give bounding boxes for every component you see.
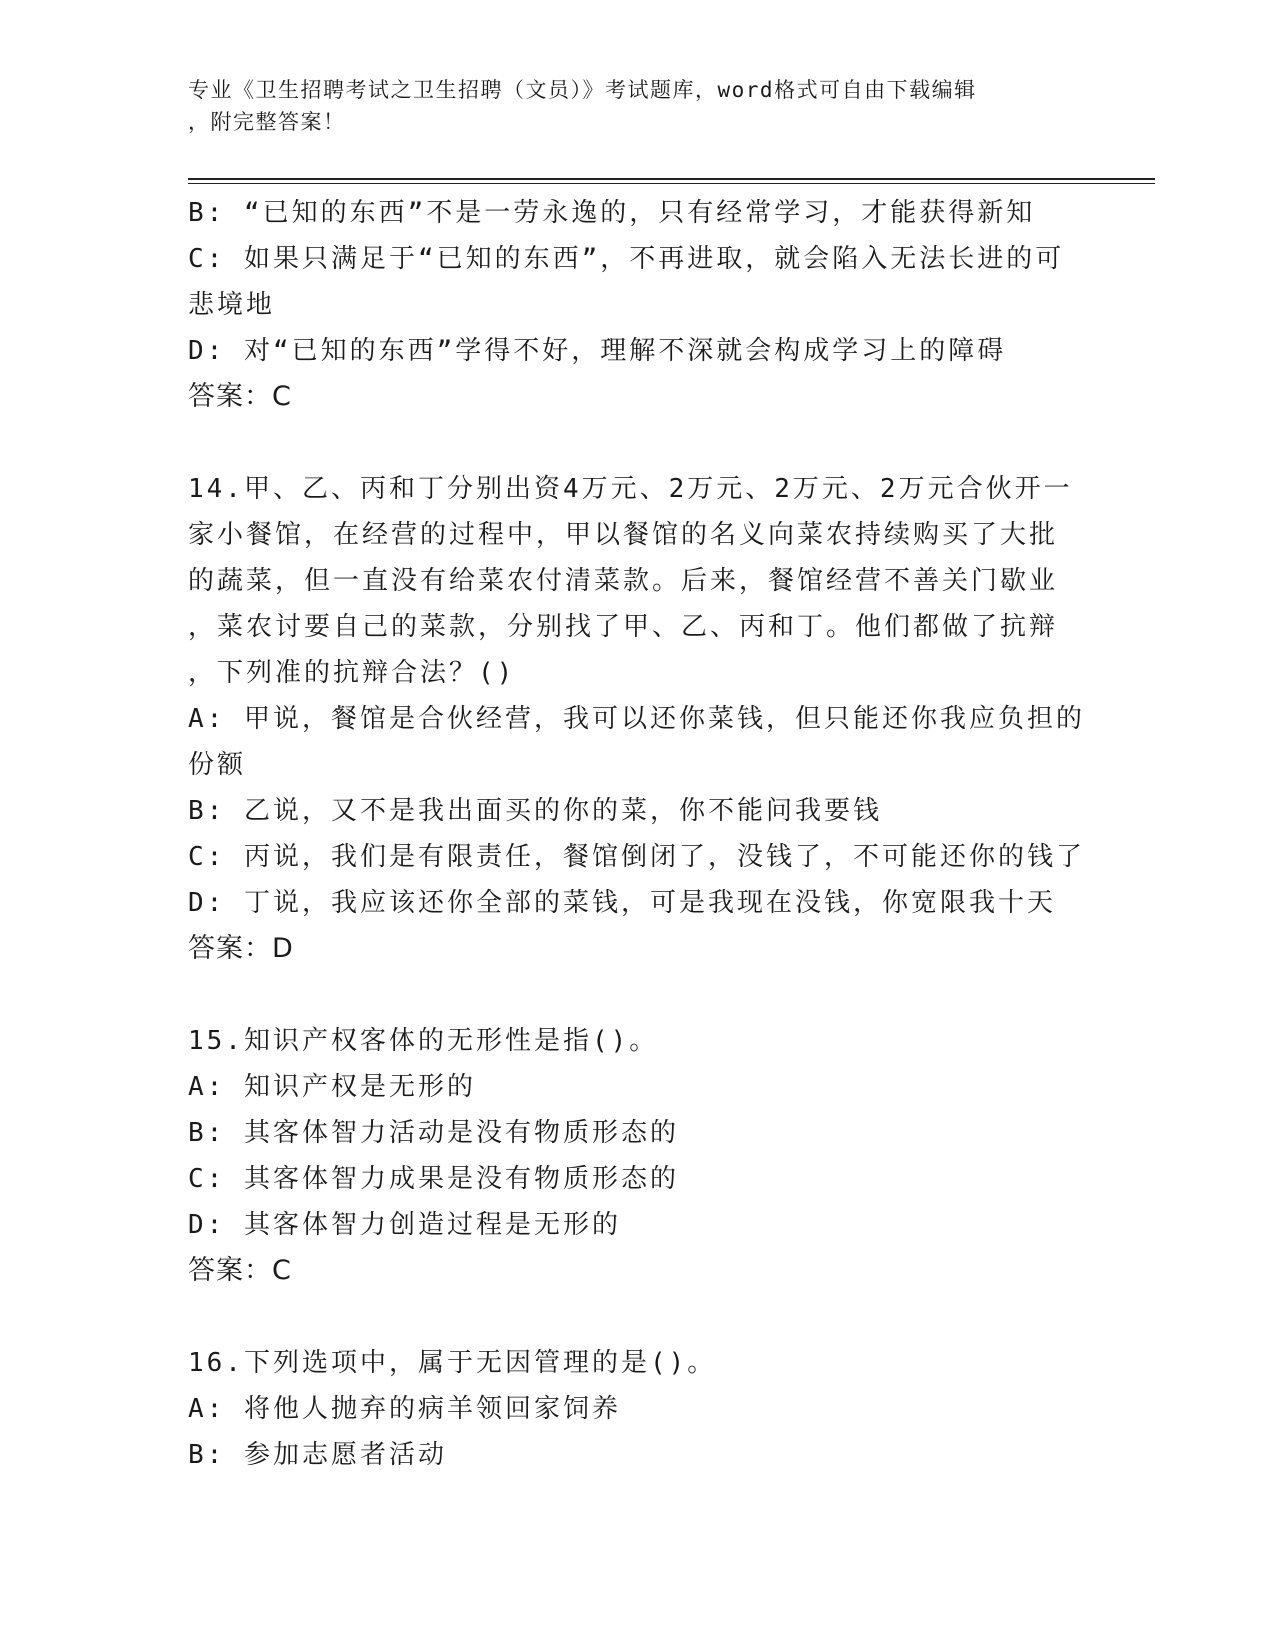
header-divider-thick xyxy=(188,178,1155,180)
q14-stem-line3: 的蔬菜，但一直没有给菜农付清菜款。后来，餐馆经营不善关门歇业 xyxy=(188,566,1059,596)
q15-answer: 答案：C xyxy=(188,1255,292,1286)
q16-stem: 16.下列选项中，属于无因管理的是()。 xyxy=(188,1348,717,1378)
q14-option-b: B: 乙说，又不是我出面买的你的菜，你不能问我要钱 xyxy=(188,796,882,826)
q13-option-c-line2: 悲境地 xyxy=(188,290,276,320)
q13-option-c-line1: C: 如果只满足于“已知的东西”，不再进取，就会陷入无法长进的可 xyxy=(188,244,1065,274)
q13-option-b: B: “已知的东西”不是一劳永逸的，只有经常学习，才能获得新知 xyxy=(188,198,1036,228)
q15-option-b: B: 其客体智力活动是没有物质形态的 xyxy=(188,1118,679,1148)
question-content xyxy=(188,190,1088,1478)
q14-stem-line2: 家小餐馆，在经营的过程中，甲以餐馆的名义向菜农持续购买了大批 xyxy=(188,520,1059,550)
q16-option-a: A: 将他人抛弃的病羊领回家饲养 xyxy=(188,1394,621,1424)
header-line-1: 专业《卫生招聘考试之卫生招聘（文员）》考试题库，word格式可自由下载编辑 xyxy=(188,78,977,102)
spacer xyxy=(188,1294,1088,1340)
q14-stem-line1: 14.甲、乙、丙和丁分别出资4万元、2万元、2万元、2万元合伙开一 xyxy=(188,474,1073,504)
q13-answer: 答案：C xyxy=(188,381,292,412)
q14-answer: 答案：D xyxy=(188,933,294,964)
q14-option-c: C: 丙说，我们是有限责任，餐馆倒闭了，没钱了，不可能还你的钱了 xyxy=(188,842,1085,872)
q15-stem: 15.知识产权客体的无形性是指()。 xyxy=(188,1026,659,1056)
q14-option-d: D: 丁说，我应该还你全部的菜钱，可是我现在没钱，你宽限我十天 xyxy=(188,888,1056,918)
q14-stem-line5: ，下列准的抗辩合法？() xyxy=(188,658,516,688)
document-header xyxy=(188,74,1088,138)
spacer xyxy=(188,420,1088,466)
question-14 xyxy=(188,466,1088,972)
q14-option-a-line2: 份额 xyxy=(188,750,247,780)
q15-option-a: A: 知识产权是无形的 xyxy=(188,1072,476,1102)
question-16 xyxy=(188,1340,1088,1478)
spacer xyxy=(188,972,1088,1018)
question-15 xyxy=(188,1018,1088,1294)
question-13-tail xyxy=(188,190,1088,420)
q15-option-c: C: 其客体智力成果是没有物质形态的 xyxy=(188,1164,679,1194)
header-line-2: ，附完整答案！ xyxy=(188,110,346,134)
q14-stem-line4: ，菜农讨要自己的菜款，分别找了甲、乙、丙和丁。他们都做了抗辩 xyxy=(188,612,1059,642)
header-divider-thin xyxy=(188,183,1155,184)
q13-option-d: D: 对“已知的东西”学得不好，理解不深就会构成学习上的障碍 xyxy=(188,336,1007,366)
q15-option-d: D: 其客体智力创造过程是无形的 xyxy=(188,1210,621,1240)
q16-option-b: B: 参加志愿者活动 xyxy=(188,1440,447,1470)
q14-option-a-line1: A: 甲说，餐馆是合伙经营，我可以还你菜钱，但只能还你我应负担的 xyxy=(188,704,1085,734)
